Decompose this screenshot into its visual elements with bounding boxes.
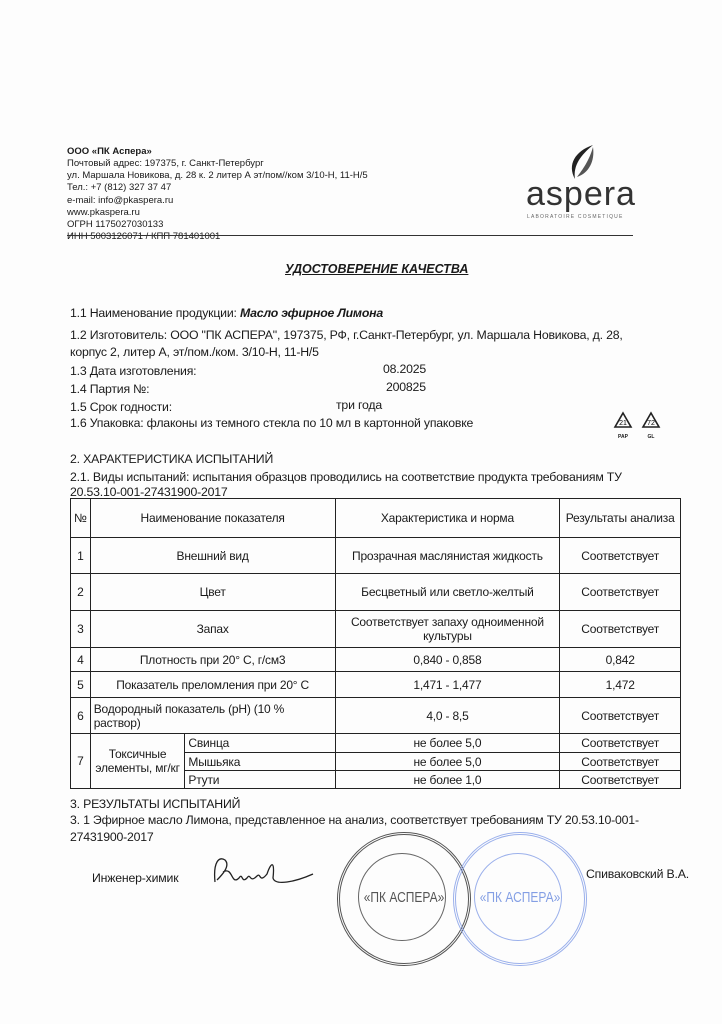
recycle-number: 21 [619,420,627,427]
recycle-gl-icon [640,411,662,440]
inn-kpp: ИНН 5003126071 / КПП 781401001 [67,231,221,243]
cell-indicator: Цвет [90,574,335,611]
shelf-life-value: три года [336,398,382,412]
table-row [71,734,681,753]
cell-norm: 4,0 - 8,5 [335,698,560,734]
cell-indicator: Запах [90,611,335,648]
cell-result: 0,842 [560,648,681,672]
cell-element: Мышьяка [185,753,335,771]
manufacturer-line2: корпус 2, литер А, эт/пом./ком. 3/10-Н, 11-Н/5 [70,345,319,359]
packaging-line: 1.6 Упаковка: флаконы из темного стекла по 10 мл в картонной упаковке [70,416,474,430]
header-divider [67,235,633,236]
recycle-code: PAP [618,434,628,440]
table-row [71,698,681,734]
section3-line2: 27431900-2017 [70,830,154,844]
date-value: 08.2025 [383,362,427,376]
date-label: 1.3 Дата изготовления: [70,364,197,378]
table-row [71,648,681,672]
recycle-number: 72 [647,420,655,427]
cell-result: 1,472 [560,672,681,698]
table-row [71,538,681,574]
cell-number: 1 [71,538,91,574]
phone: Тел.: +7 (812) 327 37 47 [67,182,172,194]
signer-role: Инженер-химик [92,871,179,885]
cell-norm: Соответствует запаху одноименной культуры [335,611,560,648]
cell-indicator: Внешний вид [90,538,335,574]
cell-norm: не более 1,0 [335,771,560,789]
recycle-code: GL [647,434,655,440]
website: www.pkaspera.ru [67,206,140,218]
recycle-pap-icon [612,411,634,440]
product-value: Масло эфирное Лимона [239,306,384,320]
signature-image [205,852,315,892]
document-title: УДОСТОВЕРЕНИЕ КАЧЕСТВА [285,262,469,276]
cell-result: Соответствует [560,574,681,611]
street-address: ул. Маршала Новикова, д. 28 к. 2 литер А эт/пом//ком 3/10-Н, 11-Н/5 [67,170,368,182]
section3-heading: 3. РЕЗУЛЬТАТЫ ИСПЫТАНИЙ [70,797,241,811]
cell-result: Соответствует [560,538,681,574]
product-label: 1.1 Наименование продукции: [70,306,237,320]
batch-label: 1.4 Партия №: [70,382,150,396]
cell-element: Ртути [185,771,335,789]
logo-tagline: LABORATOIRE COSMETIQUE [527,214,624,220]
stamp-blue [453,832,587,966]
company-address [67,158,368,243]
ogrn: ОГРН 1175027030133 [67,219,164,231]
stamp-grey [337,832,471,966]
postal-address: Почтовый адрес: 197375, г. Санкт-Петербург [67,158,264,169]
cell-element: Свинца [185,734,335,753]
header-indicator: Наименование показателя [90,499,335,538]
table-row [71,611,681,648]
section2-line1: 2.1. Виды испытаний: испытания образцов проводились на соответствие продукта требованиям ТУ [70,470,622,484]
email: e-mail: info@pkaspera.ru [67,194,174,206]
header-result: Результаты анализа [560,499,681,538]
cell-indicator: Водородный показатель (pH) (10 % раствор) [90,698,335,734]
section2-line2: 20.53.10-001-27431900-2017 [70,485,228,499]
cell-result: Соответствует [560,611,681,648]
stamp-text: «ПК АСПЕРА» [363,889,445,906]
cell-number: 5 [71,672,91,698]
test-results-table [70,498,681,789]
recycle-marks [612,411,662,440]
table-header-row [71,499,681,538]
cell-result: Соответствует [560,698,681,734]
cell-number: 3 [71,611,91,648]
cell-result: Соответствует [560,734,681,753]
cell-number: 4 [71,648,91,672]
batch-value: 200825 [386,380,426,394]
cell-number: 6 [71,698,91,734]
cell-toxic-group: Токсичные элементы, мг/кг [90,734,185,789]
cell-norm: Бесцветный или светло-желтый [335,574,560,611]
signer-name: Спиваковский В.А. [586,867,689,881]
shelf-life-label: 1.5 Срок годности: [70,400,172,414]
cell-indicator: Плотность при 20° С, г/см3 [90,648,335,672]
section3-line1: 3. 1 Эфирное масло Лимона, представленное на анализ, соответствует требованиям ТУ 20.53.10-001- [70,813,639,827]
cell-norm: Прозрачная маслянистая жидкость [335,538,560,574]
cell-result: Соответствует [560,753,681,771]
cell-norm: не более 5,0 [335,734,560,753]
cell-number: 2 [71,574,91,611]
header-number: № [71,499,91,538]
cell-norm: не более 5,0 [335,753,560,771]
section2-heading: 2. ХАРАКТЕРИСТИКА ИСПЫТАНИЙ [70,452,274,466]
product-name-line [70,306,383,320]
company-name: ООО «ПК Аспера» [67,146,152,157]
cell-number: 7 [71,734,91,789]
cell-result: Соответствует [560,771,681,789]
cell-norm: 1,471 - 1,477 [335,672,560,698]
logo-text: aspera [526,175,636,213]
cell-norm: 0,840 - 0,858 [335,648,560,672]
header-norm: Характеристика и норма [335,499,560,538]
cell-indicator: Показатель преломления при 20° С [90,672,335,698]
stamp-text: «ПК АСПЕРА» [479,889,561,906]
manufacturer-line1: 1.2 Изготовитель: ООО "ПК АСПЕРА", 197375, РФ, г.Санкт-Петербург, ул. Маршала Новикова, д. 28, [70,328,623,342]
table-row [71,574,681,611]
table-row [71,672,681,698]
